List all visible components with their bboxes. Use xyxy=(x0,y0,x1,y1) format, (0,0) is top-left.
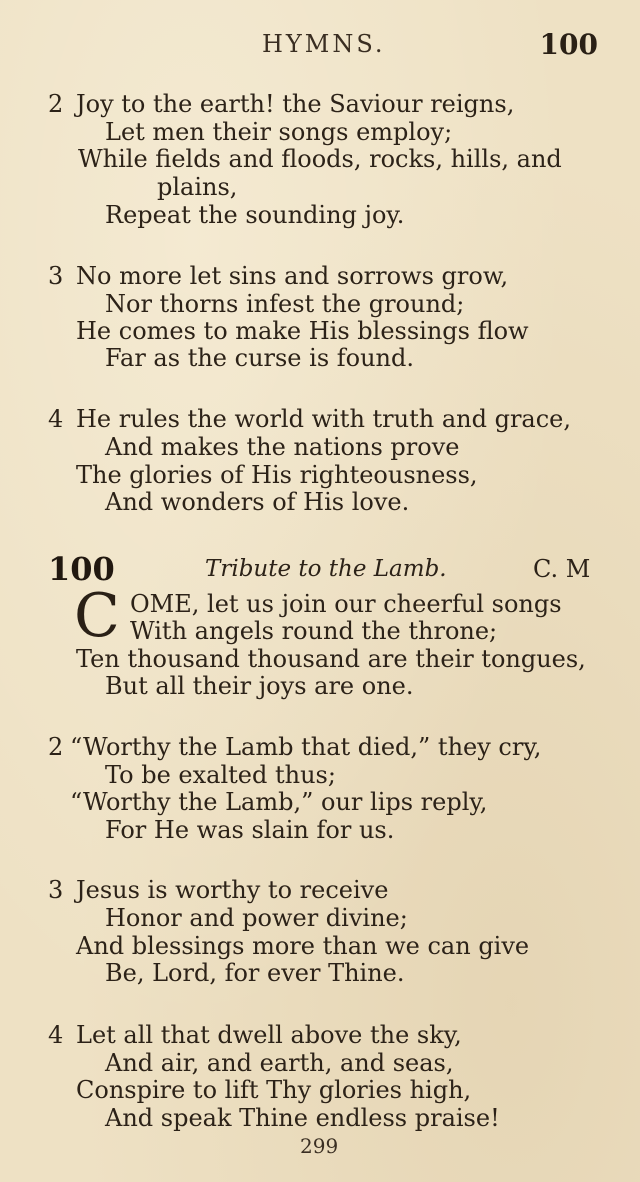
verse-line: plains, xyxy=(157,173,238,201)
verse-line: And makes the nations prove xyxy=(105,433,460,461)
verse-line: Be, Lord, for ever Thine. xyxy=(105,959,405,987)
drop-cap: C xyxy=(74,581,120,651)
verse-line: “Worthy the Lamb,” our lips reply, xyxy=(70,788,488,816)
hymn-title: Tribute to the Lamb. xyxy=(205,556,447,582)
verse-line: The glories of His righteousness, xyxy=(76,461,478,489)
verse-number: 3 xyxy=(48,262,64,290)
hymn-number: 100 xyxy=(48,550,115,588)
page-number: 299 xyxy=(300,1134,339,1158)
verse-line: Let men their songs employ; xyxy=(105,118,453,146)
verse-line: To be exalted thus; xyxy=(105,761,336,789)
verse-line: Jesus is worthy to receive xyxy=(76,876,389,904)
running-header-hymn-number: 100 xyxy=(539,28,598,61)
running-header-title: HYMNS. xyxy=(262,30,386,58)
verse-line: Nor thorns infest the ground; xyxy=(105,290,465,318)
verse-line: And air, and earth, and seas, xyxy=(105,1049,454,1077)
verse-line: Repeat the sounding joy. xyxy=(105,201,405,229)
verse-line: And speak Thine endless praise! xyxy=(105,1104,500,1132)
verse-number: 4 xyxy=(48,1021,64,1049)
verse-line: For He was slain for us. xyxy=(105,816,395,844)
verse-line: But all their joys are one. xyxy=(105,672,414,700)
verse-number: 4 xyxy=(48,405,64,433)
verse-line: “Worthy the Lamb that died,” they cry, xyxy=(70,733,542,761)
hymn-meter: C. M xyxy=(533,555,591,583)
verse-line: Ten thousand thousand are their tongues, xyxy=(76,645,586,673)
verse-line: He rules the world with truth and grace, xyxy=(76,405,572,433)
verse-line: Let all that dwell above the sky, xyxy=(76,1021,462,1049)
verse-number: 3 xyxy=(48,876,64,904)
verse-line: Joy to the earth! the Saviour reigns, xyxy=(76,90,515,118)
verse-line: And wonders of His love. xyxy=(105,488,410,516)
verse-line: And blessings more than we can give xyxy=(76,932,530,960)
verse-line: While fields and floods, rocks, hills, and xyxy=(78,145,562,173)
verse-number: 2 xyxy=(48,90,64,118)
verse-line: Conspire to lift Thy glories high, xyxy=(76,1076,472,1104)
verse-line: He comes to make His blessings flow xyxy=(76,317,529,345)
verse-line: Honor and power divine; xyxy=(105,904,408,932)
verse-number: 2 xyxy=(48,733,64,761)
verse-line: Far as the curse is found. xyxy=(105,344,414,372)
verse-line: With angels round the throne; xyxy=(130,617,498,645)
verse-line: OME, let us join our cheerful songs xyxy=(130,590,562,618)
verse-line: No more let sins and sorrows grow, xyxy=(76,262,509,290)
